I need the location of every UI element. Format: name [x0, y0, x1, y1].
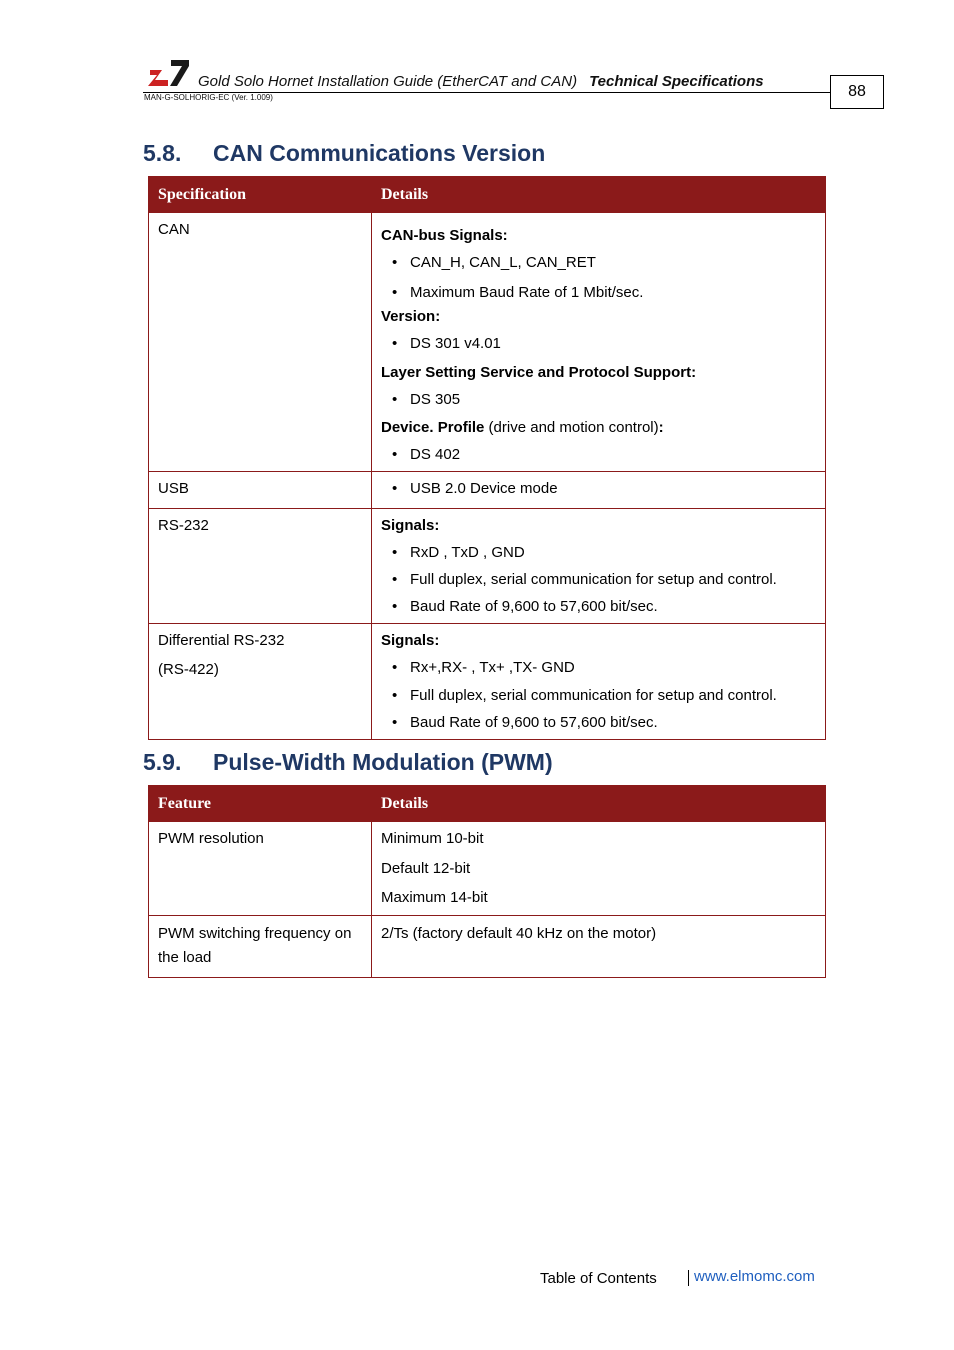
spec-details	[372, 624, 826, 740]
section-heading-pwm	[143, 749, 553, 776]
feature-details	[372, 822, 826, 916]
list-item: • Baud Rate of 9,600 to 57,600 bit/sec.	[381, 597, 816, 616]
website-link[interactable]: www.elmomc.com	[694, 1268, 815, 1285]
spec-details	[372, 213, 826, 472]
section-number: 5.8.	[143, 140, 182, 166]
section-title: CAN Communications Version	[213, 140, 546, 166]
spec-name-line: Differential RS-232	[158, 632, 285, 649]
detail-label: Version:	[381, 308, 441, 325]
list-item: • CAN_H, CAN_L, CAN_RET	[381, 253, 816, 272]
table-row-rs232	[149, 509, 826, 624]
column-header-details: Details	[372, 177, 826, 213]
bullet-list	[381, 253, 816, 302]
page-number: 88	[830, 75, 884, 109]
bullet-list	[381, 658, 816, 732]
list-item: • Full duplex, serial communication for setup and control.	[381, 570, 816, 589]
spec-name: CAN	[149, 213, 372, 472]
header-title	[198, 73, 764, 90]
detail-line: Minimum 10-bit	[381, 830, 484, 847]
feature-name: PWM switching frequency on the load	[149, 916, 372, 978]
spec-name	[149, 624, 372, 740]
pwm-table	[148, 785, 826, 978]
doc-code: MAN-G-SOLHORIG-EC (Ver. 1.009)	[144, 93, 273, 102]
column-header-feature: Feature	[149, 786, 372, 822]
spec-details	[372, 472, 826, 509]
list-item: • Full duplex, serial communication for setup and control.	[381, 686, 816, 705]
table-row-rs422	[149, 624, 826, 740]
detail-line: Default 12-bit	[381, 860, 471, 877]
detail-line: Maximum 14-bit	[381, 889, 488, 906]
header-section: Technical Specifications	[589, 73, 764, 90]
list-item: • Rx+,RX- , Tx+ ,TX- GND	[381, 658, 816, 677]
section-title: Pulse-Width Modulation (PWM)	[213, 749, 553, 775]
footer-divider	[688, 1270, 689, 1286]
table-row-pwm-frequency	[149, 916, 826, 978]
section-number: 5.9.	[143, 749, 182, 775]
profile-label: Device. Profile	[381, 419, 485, 436]
table-of-contents-link[interactable]: Table of Contents	[540, 1270, 657, 1287]
table-header-row	[149, 786, 826, 822]
can-spec-table	[148, 176, 826, 740]
spec-name: USB	[149, 472, 372, 509]
detail-label	[381, 418, 816, 437]
feature-name: PWM resolution	[149, 822, 372, 916]
bullet-list	[381, 390, 816, 409]
bullet-list	[381, 334, 816, 353]
list-item: • DS 301 v4.01	[381, 334, 816, 353]
table-row-usb	[149, 472, 826, 509]
detail-label: Signals:	[381, 517, 440, 534]
list-item: • DS 305	[381, 390, 816, 409]
bullet-list	[381, 479, 816, 498]
profile-note: (drive and motion control)	[484, 419, 659, 436]
bullet-list	[381, 445, 816, 464]
table-row-can	[149, 213, 826, 472]
spec-name-line: (RS-422)	[158, 661, 219, 678]
profile-colon: :	[658, 419, 664, 436]
spec-details	[372, 509, 826, 624]
column-header-details: Details	[372, 786, 826, 822]
list-item: • Maximum Baud Rate of 1 Mbit/sec.	[381, 283, 816, 302]
elmo-logo-icon	[147, 58, 191, 88]
detail-label: Signals:	[381, 632, 440, 649]
spec-name: RS-232	[149, 509, 372, 624]
section-heading-can	[143, 140, 545, 167]
list-item: • RxD , TxD , GND	[381, 543, 816, 562]
table-row-pwm-resolution	[149, 822, 826, 916]
feature-details: 2/Ts (factory default 40 kHz on the motor)	[372, 916, 826, 978]
list-item: • Baud Rate of 9,600 to 57,600 bit/sec.	[381, 713, 816, 732]
bullet-list	[381, 543, 816, 616]
table-header-row	[149, 177, 826, 213]
detail-label: Layer Setting Service and Protocol Support:	[381, 364, 697, 381]
list-item: • USB 2.0 Device mode	[381, 479, 816, 498]
doc-title: Gold Solo Hornet Installation Guide (EtherCAT and CAN)	[198, 73, 578, 90]
detail-label: CAN-bus Signals:	[381, 227, 508, 244]
column-header-specification: Specification	[149, 177, 372, 213]
list-item: • DS 402	[381, 445, 816, 464]
